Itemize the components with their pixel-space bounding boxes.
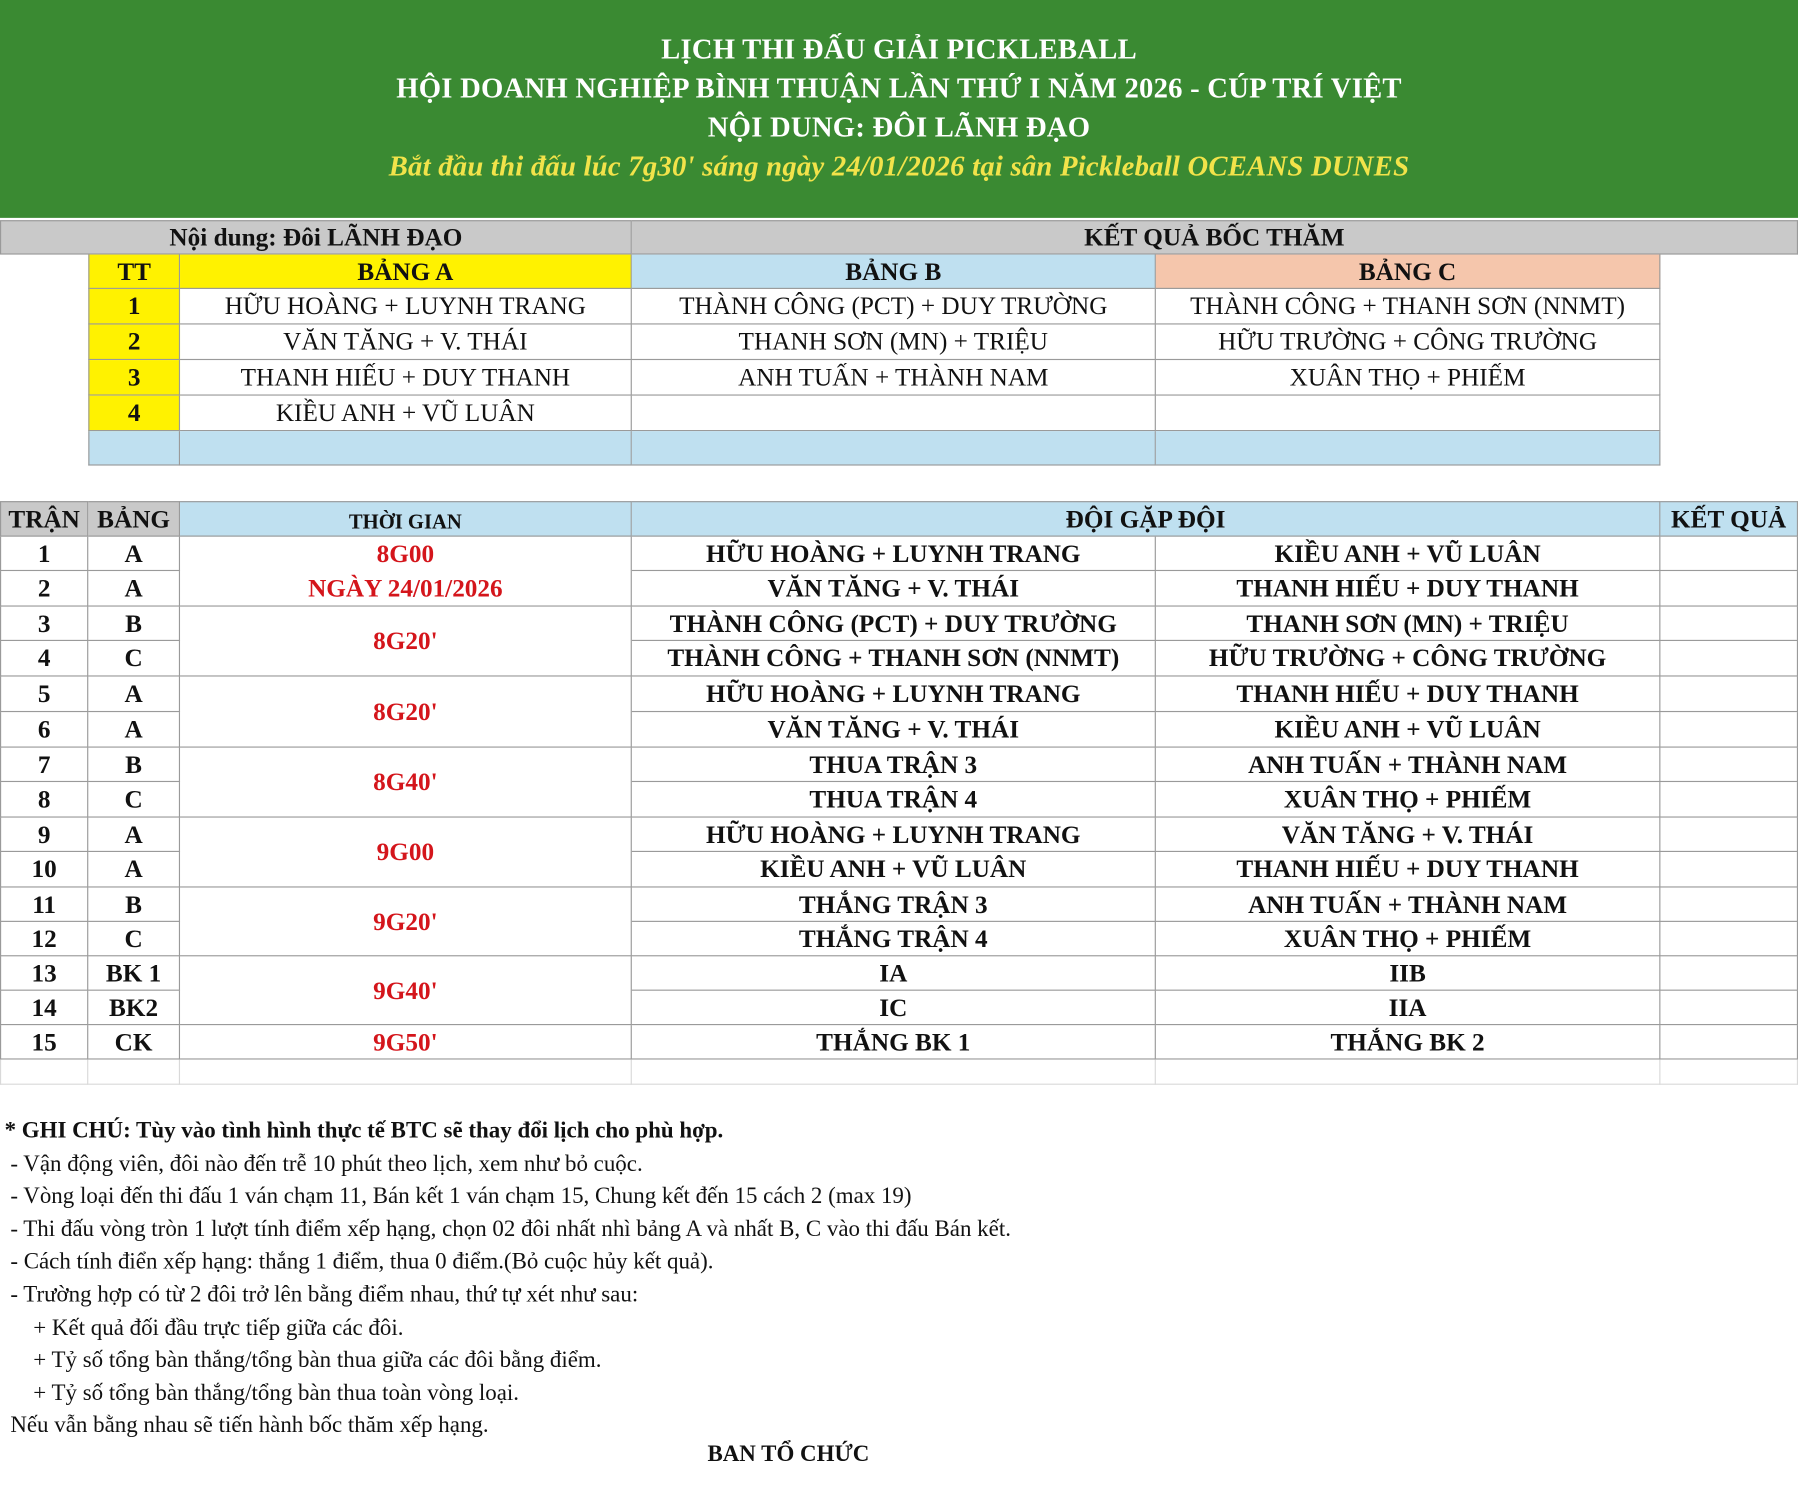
- result-cell: [1660, 748, 1798, 782]
- match-group: C: [88, 922, 180, 956]
- time-slot: 9G20': [180, 888, 632, 957]
- match-group: C: [88, 782, 180, 818]
- note-item: - Vòng loại đến thi đấu 1 ván chạm 11, Bán kết 1 ván chạm 15, Chung kết đến 15 cách 2 (max 19): [4, 1183, 912, 1209]
- time-slot: 8G20': [180, 677, 632, 748]
- time-slot: 8G20': [180, 607, 632, 677]
- title-banner: [0, 0, 1798, 218]
- time-slot: 9G50': [180, 1025, 632, 1059]
- result-cell: [1660, 922, 1798, 956]
- draw-team-b: ANH TUẤN + THÀNH NAM: [632, 360, 1156, 396]
- note-subitem: + Kết quả đối đầu trực tiếp giữa các đôi.: [4, 1314, 404, 1340]
- draw-team-b: [632, 396, 1156, 432]
- result-cell: [1660, 712, 1798, 748]
- team-2: KIỀU ANH + VŨ LUÂN: [1156, 537, 1661, 571]
- match-group: CK: [88, 1025, 180, 1059]
- match-number: 9: [0, 818, 88, 852]
- team-2: KIỀU ANH + VŨ LUÂN: [1156, 712, 1661, 748]
- empty-cell: [180, 1060, 632, 1085]
- time-slot: [180, 537, 632, 607]
- match-number: 14: [0, 991, 88, 1025]
- team-1: THUA TRẬN 3: [632, 748, 1156, 782]
- match-number: 11: [0, 888, 88, 922]
- draw-team-c: THÀNH CÔNG + THANH SƠN (NNMT): [1156, 289, 1661, 325]
- note-item: - Cách tính điển xếp hạng: thắng 1 điểm, thua 0 điểm.(Bỏ cuộc hủy kết quả).: [4, 1249, 714, 1275]
- result-cell: [1660, 607, 1798, 641]
- team-2: THANH HIẾU + DUY THANH: [1156, 571, 1661, 607]
- draw-result-label: KẾT QUẢ BỐC THĂM: [632, 220, 1798, 254]
- result-header: KẾT QUẢ: [1660, 501, 1798, 537]
- match-number: 4: [0, 641, 88, 677]
- match-number: 3: [0, 607, 88, 641]
- team-2: ANH TUẤN + THÀNH NAM: [1156, 888, 1661, 922]
- result-cell: [1660, 956, 1798, 990]
- match-number: 15: [0, 1025, 88, 1059]
- match-number: 7: [0, 748, 88, 782]
- team-1: IC: [632, 991, 1156, 1025]
- tt-header: TT: [88, 255, 180, 289]
- team-2: THANH HIẾU + DUY THANH: [1156, 677, 1661, 713]
- match-number: 5: [0, 677, 88, 713]
- draw-tt: 3: [88, 360, 180, 396]
- match-group: B: [88, 888, 180, 922]
- result-cell: [1660, 852, 1798, 888]
- team-2: THANH HIẾU + DUY THANH: [1156, 852, 1661, 888]
- team-1: THẮNG BK 1: [632, 1025, 1156, 1059]
- result-cell: [1660, 991, 1798, 1025]
- draw-empty-cell: [632, 431, 1156, 465]
- match-group: BK2: [88, 991, 180, 1025]
- empty-cell: [1156, 1060, 1661, 1085]
- draw-team-a: KIỀU ANH + VŨ LUÂN: [180, 396, 632, 432]
- vs-header: ĐỘI GẶP ĐỘI: [632, 501, 1661, 537]
- match-group: B: [88, 607, 180, 641]
- match-group: A: [88, 571, 180, 607]
- draw-team-c: HỮU TRƯỜNG + CÔNG TRƯỜNG: [1156, 325, 1661, 361]
- match-group: A: [88, 712, 180, 748]
- match-number: 2: [0, 571, 88, 607]
- start-time-note: Bắt đầu thi đấu lúc 7g30' sáng ngày 24/01/2026 tại sân Pickleball OCEANS DUNES: [388, 151, 1410, 183]
- draw-tt: 2: [88, 325, 180, 361]
- team-1: HỮU HOÀNG + LUYNH TRANG: [632, 818, 1156, 852]
- draw-team-a: THANH HIẾU + DUY THANH: [180, 360, 632, 396]
- draw-team-b: THANH SƠN (MN) + TRIỆU: [632, 325, 1156, 361]
- team-1: THẮNG TRẬN 4: [632, 922, 1156, 956]
- match-group: A: [88, 677, 180, 713]
- match-group: C: [88, 641, 180, 677]
- organizer-signature: BAN TỔ CHỨC: [707, 1441, 870, 1467]
- draw-team-a: VĂN TĂNG + V. THÁI: [180, 325, 632, 361]
- note-subitem: + Tỷ số tổng bàn thắng/tổng bàn thua toàn vòng loại.: [4, 1380, 520, 1406]
- match-number: 13: [0, 956, 88, 990]
- group-c-header: BẢNG C: [1156, 255, 1661, 289]
- note-subitem: + Tỷ số tổng bàn thắng/tổng bàn thua giữa các đôi bằng điểm.: [4, 1347, 602, 1373]
- time-header: THỜI GIAN: [180, 501, 632, 537]
- draw-tt: 4: [88, 396, 180, 432]
- team-1: THUA TRẬN 4: [632, 782, 1156, 818]
- result-cell: [1660, 782, 1798, 818]
- team-1: KIỀU ANH + VŨ LUÂN: [632, 852, 1156, 888]
- match-group: B: [88, 748, 180, 782]
- team-2: THẮNG BK 2: [1156, 1025, 1661, 1059]
- draw-empty-cell: [1156, 431, 1661, 465]
- match-group: BK 1: [88, 956, 180, 990]
- draw-empty-cell: [88, 431, 180, 465]
- team-2: THANH SƠN (MN) + TRIỆU: [1156, 607, 1661, 641]
- note-item: - Thi đấu vòng tròn 1 lượt tính điểm xếp hạng, chọn 02 đôi nhất nhì bảng A và nhất B, C vào thi đấu Bán kết.: [4, 1216, 1011, 1242]
- match-number: 6: [0, 712, 88, 748]
- empty-cell: [632, 1060, 1156, 1085]
- empty-cell: [0, 1060, 88, 1085]
- time-slot: 8G40': [180, 748, 632, 818]
- result-cell: [1660, 677, 1798, 713]
- time-slot: 9G40': [180, 956, 632, 1025]
- result-cell: [1660, 888, 1798, 922]
- team-2: ANH TUẤN + THÀNH NAM: [1156, 748, 1661, 782]
- title-line-2: HỘI DOANH NGHIỆP BÌNH THUẬN LẦN THỨ I NĂM 2026 - CÚP TRÍ VIỆT: [396, 73, 1402, 105]
- result-cell: [1660, 1025, 1798, 1059]
- note-item: - Trường hợp có từ 2 đôi trở lên bằng điểm nhau, thứ tự xét như sau:: [4, 1281, 639, 1308]
- content-label: Nội dung: Đôi LÃNH ĐẠO: [0, 220, 632, 254]
- match-no-header: TRẬN: [0, 501, 88, 537]
- title-line-1: LỊCH THI ĐẤU GIẢI PICKLEBALL: [661, 34, 1137, 66]
- match-group: A: [88, 537, 180, 571]
- team-1: IA: [632, 956, 1156, 990]
- group-header: BẢNG: [88, 501, 180, 537]
- team-2: XUÂN THỌ + PHIẾM: [1156, 782, 1661, 818]
- group-b-header: BẢNG B: [632, 255, 1156, 289]
- result-cell: [1660, 641, 1798, 677]
- result-cell: [1660, 537, 1798, 571]
- time-slot: 9G00: [180, 818, 632, 888]
- note-item: Nếu vẫn bằng nhau sẽ tiến hành bốc thăm xếp hạng.: [4, 1413, 489, 1439]
- team-1: HỮU HOÀNG + LUYNH TRANG: [632, 537, 1156, 571]
- match-group: A: [88, 818, 180, 852]
- match-number: 1: [0, 537, 88, 571]
- notes-section: [5, 1115, 1011, 1443]
- team-2: HỮU TRƯỜNG + CÔNG TRƯỜNG: [1156, 641, 1661, 677]
- match-number: 8: [0, 782, 88, 818]
- team-1: THẮNG TRẬN 3: [632, 888, 1156, 922]
- group-a-header: BẢNG A: [180, 255, 632, 289]
- draw-team-c: [1156, 396, 1661, 432]
- note-item: - Vận động viên, đôi nào đến trễ 10 phút theo lịch, xem như bỏ cuộc.: [4, 1150, 643, 1177]
- team-2: IIB: [1156, 956, 1661, 990]
- match-number: 12: [0, 922, 88, 956]
- team-1: HỮU HOÀNG + LUYNH TRANG: [632, 677, 1156, 713]
- match-group: A: [88, 852, 180, 888]
- team-2: IIA: [1156, 991, 1661, 1025]
- team-1: VĂN TĂNG + V. THÁI: [632, 571, 1156, 607]
- team-1: THÀNH CÔNG + THANH SƠN (NNMT): [632, 641, 1156, 677]
- draw-team-b: THÀNH CÔNG (PCT) + DUY TRƯỜNG: [632, 289, 1156, 325]
- team-2: VĂN TĂNG + V. THÁI: [1156, 818, 1661, 852]
- time-value: 8G00: [376, 538, 435, 568]
- team-1: THÀNH CÔNG (PCT) + DUY TRƯỜNG: [632, 607, 1156, 641]
- result-cell: [1660, 571, 1798, 607]
- result-cell: [1660, 818, 1798, 852]
- title-line-3: NỘI DUNG: ĐÔI LÃNH ĐẠO: [707, 112, 1091, 144]
- empty-cell: [1660, 1060, 1798, 1085]
- draw-team-c: XUÂN THỌ + PHIẾM: [1156, 360, 1661, 396]
- draw-team-a: HỮU HOÀNG + LUYNH TRANG: [180, 289, 632, 325]
- draw-empty-cell: [180, 431, 632, 465]
- draw-tt: 1: [88, 289, 180, 325]
- team-2: XUÂN THỌ + PHIẾM: [1156, 922, 1661, 956]
- date-value: NGÀY 24/01/2026: [308, 573, 503, 603]
- team-1: VĂN TĂNG + V. THÁI: [632, 712, 1156, 748]
- notes-heading: * GHI CHÚ: Tùy vào tình hình thực tế BTC sẽ thay đổi lịch cho phù hợp.: [4, 1118, 724, 1144]
- match-number: 10: [0, 852, 88, 888]
- empty-cell: [88, 1060, 180, 1085]
